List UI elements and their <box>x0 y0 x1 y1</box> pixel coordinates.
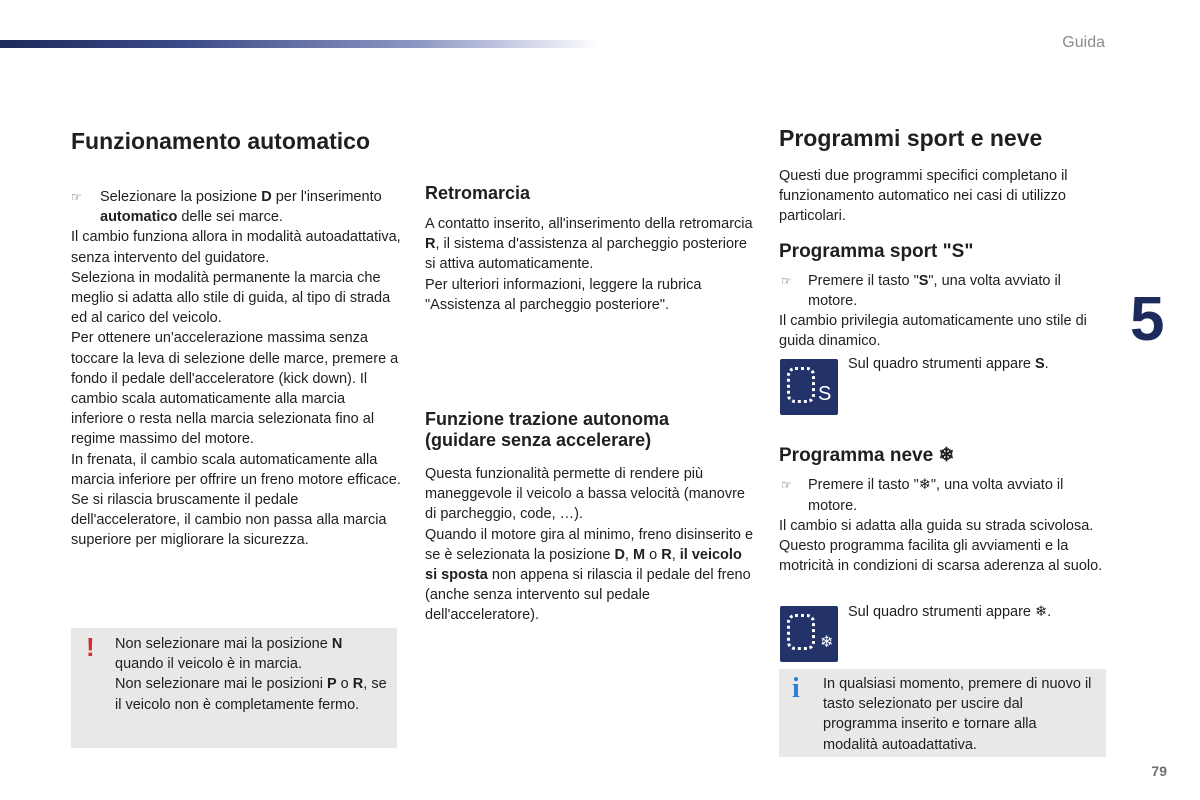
info-icon: i <box>792 673 800 704</box>
snow-display-caption: Sul quadro strumenti appare ❄. <box>848 604 1052 620</box>
subtitle-sport: Programma sport "S" <box>779 240 974 262</box>
paragraph: Se si rilascia bruscamente il pedale dell'acceleratore, il cambio non passa alla marcia superiore per migliorare la sicurezza. <box>71 492 387 549</box>
instruction-bullet: ☞ Selezionare la posizione D per l'inserimento automatico delle sei marce. <box>71 189 382 226</box>
info-box <box>779 669 1106 757</box>
pointing-hand-icon: ☞ <box>781 478 792 493</box>
paragraph: Per ottenere un'accelerazione massima senza toccare la leva di selezione delle marce, premere a fondo il pedale dell'acceleratore (kick down). Il cambio scala automaticamente alla marcia inferiore o resta nella marcia selezionata fino al regime massimo del motore. <box>71 330 399 448</box>
sport-letter: S <box>818 383 832 405</box>
section-title-programs: Programmi sport e neve <box>779 125 1043 151</box>
pointing-hand-icon: ☞ <box>781 273 792 288</box>
warning-box <box>71 628 397 748</box>
paragraph: Il cambio privilegia automaticamente uno stile di guida dinamico. <box>779 313 1087 350</box>
pointing-hand-icon: ☞ <box>71 190 82 204</box>
paragraph: Questi due programmi specifici completano il funzionamento automatico nei casi di utilizzo particolari. <box>779 168 1068 225</box>
subtitle-snow: Programma neve ❄ <box>779 445 955 467</box>
paragraph: Questa funzionalità permette di rendere più maneggevole il veicolo a bassa velocità (manovre di parcheggio, code, …). <box>425 466 745 523</box>
page-number: 79 <box>1151 763 1167 779</box>
sport-display-caption: Sul quadro strumenti appare S. <box>848 356 1049 372</box>
paragraph: Il cambio si adatta alla guida su strada scivolosa. <box>779 517 1094 534</box>
paragraph: A contatto inserito, all'inserimento della retromarcia R, il sistema d'assistenza al parcheggio posteriore si attiva automaticamente. <box>425 216 753 273</box>
column-reverse-and-creep <box>425 183 755 626</box>
paragraph: Per ulteriori informazioni, leggere la rubrica "Assistenza al parcheggio posteriore". <box>425 276 702 313</box>
section-title-creep: Funzione trazione autonoma (guidare senza accelerare) <box>425 409 670 451</box>
section-title-reverse: Retromarcia <box>425 183 531 203</box>
paragraph: Seleziona in modalità permanente la marcia che meglio si adatta allo stile di guida, al tipo di strada ed al carico del veicolo. <box>71 269 391 327</box>
chapter-number: 5 <box>1130 285 1165 354</box>
info-text: In qualsiasi momento, premere di nuovo il tasto selezionato per uscire dal programma inserito e tornare alla modalità autoadattativa. <box>823 676 1092 753</box>
paragraph: Questo programma facilita gli avviamenti e la motricità in condizioni di scarsa aderenza al suolo. <box>779 538 1103 575</box>
gear-digit-d-shape <box>787 614 815 650</box>
warning-text: Non selezionare mai la posizione N quando il veicolo è in marcia. Non selezionare mai le posizioni P o R, se il veicolo non è completamente fermo. <box>115 636 387 713</box>
section-title-automatic: Funzionamento automatico <box>71 128 370 154</box>
snow-mode-display-icon <box>780 606 838 662</box>
warning-exclamation-icon: ! <box>86 632 95 662</box>
instruction-bullet: ☞ Premere il tasto "❄", una volta avviato il motore. <box>781 477 1064 514</box>
paragraph: In frenata, il cambio scala automaticamente alla marcia inferiore per offrire un freno motore efficace. <box>71 451 401 488</box>
paragraph: Quando il motore gira al minimo, freno disinserito e se è selezionata la posizione D, M o R, il veicolo si sposta non appena si rilascia il pedale del freno (anche senza intervento sul pedale dell'acceleratore). <box>425 526 754 624</box>
section-label: Guida <box>1062 34 1105 51</box>
instruction-bullet: ☞ Premere il tasto "S", una volta avviato il motore. <box>781 272 1061 309</box>
sport-mode-display-icon <box>780 359 838 415</box>
gear-digit-d-shape <box>787 367 815 403</box>
snowflake-icon: ❄ <box>820 634 834 651</box>
header-gradient-bar <box>0 40 600 48</box>
paragraph: Il cambio funziona allora in modalità autoadattativa, senza intervento del guidatore. <box>71 229 401 266</box>
column-sport-and-snow <box>779 124 1109 576</box>
column-automatic-operation <box>71 127 401 551</box>
